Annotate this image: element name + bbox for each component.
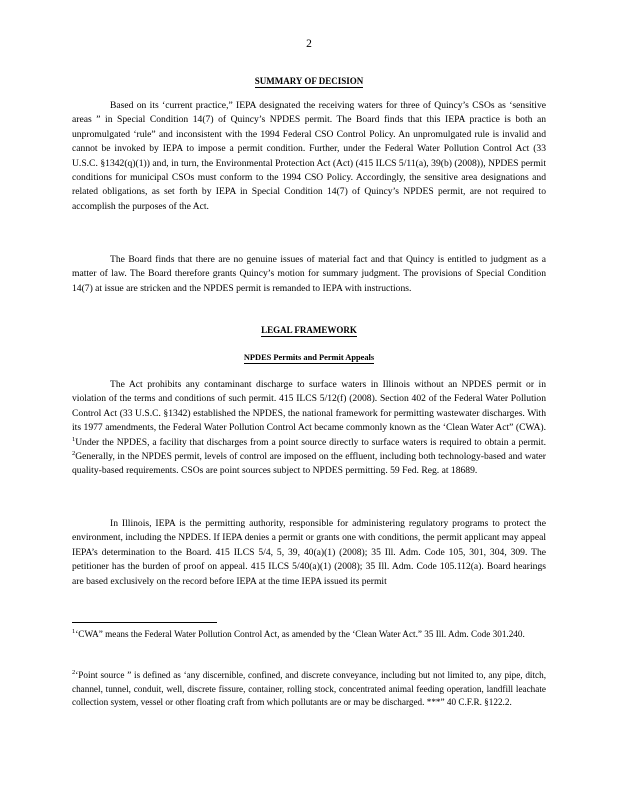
npdes-text-part1: The Act prohibits any contaminant discharge to surface waters in Illinois without an NPDES permit or in violation of the terms and conditions of such permit. 415 ILCS 5/12(f) (2008). Section 402 of the Federal Water Pollution Control Act (33 U.S.C. §1342) established the NPDES, the national framework for permitting wastewater discharges. With its 1977 amendments, the Federal Water Pollution Control Act became commonly known as the ‘Clean Water Act” (CWA). — [72, 379, 546, 434]
npdes-heading: NPDES Permits and Permit Appeals — [243, 353, 375, 362]
footnote-ref-2[interactable]: 2 — [72, 449, 76, 457]
illinois-paragraph: In Illinois, IEPA is the permitting authority, responsible for administering regulatory programs to protect the environment, including the NPDES. If IEPA denies a permit or grants one with conditions, the permit applicant may appeal IEPA’s determination to the Board. 415 ILCS 5/4, 5, 39, 40(a)(1) (2008); 35 Ill. Adm. Code 105, 301, 304, 309. The petitioner has the burden of proof on appeal. 415 ILCS 5/40(a)(1) (2008); 35 Ill. Adm. Code 105.112(a). Board hearings are based exclusively on the record before IEPA at the time IEPA issued its permit — [72, 518, 546, 587]
npdes-paragraph — [72, 378, 546, 479]
footnote-ref-1[interactable]: 1 — [72, 435, 76, 443]
footnote-2-text: ‘Point source ” is defined as ‘any discernible, confined, and discrete conveyance, including but not limited to, any pipe, ditch, channel, tunnel, conduit, well, discrete fissure, container, rolling stock, concentrated animal feeding operation, landfill leachate collection system, vessel or other floating craft from which pollutants are or may be discharged. ***” 40 C.F.R. §122.2. — [72, 670, 546, 708]
legal-framework-heading: LEGAL FRAMEWORK — [261, 325, 357, 335]
npdes-text-part2: Under the NPDES, a facility that discharges from a point source directly to surface waters is required to obtain a permit. — [75, 436, 546, 448]
summary-paragraph-2: The Board finds that there are no genuine issues of material fact and that Quincy is entitled to judgment as a matter of law. The Board therefore grants Quincy’s motion for summary judgment. The provisions of Special Condition 14(7) at issue are stricken and the NPDES permit is remanded to IEPA with instructions. — [72, 254, 546, 294]
npdes-text-part3: Generally, in the NPDES permit, levels of control are imposed on the effluent, including both technology-based and water quality-based requirements. CSOs are point sources subject to NPDES permitting. 59 Fed. Reg. at 18689. — [72, 451, 546, 477]
footnote-divider — [72, 622, 217, 623]
footnote-1-mark: 1 — [72, 627, 76, 635]
footnote-2-mark: 2 — [72, 668, 76, 676]
footnote-1 — [72, 628, 546, 642]
summary-heading: SUMMARY OF DECISION — [254, 76, 364, 86]
footnote-2 — [72, 669, 546, 710]
page-number: 2 — [306, 38, 312, 50]
summary-paragraph-1: Based on its ‘current practice,” IEPA designated the receiving waters for three of Quincy’s CSOs as ‘sensitive areas ” in Special Condition 14(7) of Quincy’s NPDES permit. The Board finds that this IEPA practice is both an unpromulgated ‘rule” and inconsistent with the 1994 Federal CSO Control Policy. An unpromulgated rule is invalid and cannot be invoked by IEPA to impose a permit condition. Further, under the Federal Water Pollution Control Act (33 U.S.C. §1342(q)(1)) and, in turn, the Environmental Protection Act (Act) (415 ILCS 5/11(a), 39(b) (2008)), NPDES permit conditions for municipal CSOs must conform to the 1994 CSO Policy. Accordingly, the sensitive area designations and related obligations, as set forth by IEPA in Special Condition 14(7) of Quincy’s NPDES permit, are not required to accomplish the purposes of the Act. — [72, 100, 546, 212]
footnote-1-text: ‘CWA” means the Federal Water Pollution Control Act, as amended by the ‘Clean Water Act.” 35 Ill. Adm. Code 301.240. — [75, 629, 525, 639]
